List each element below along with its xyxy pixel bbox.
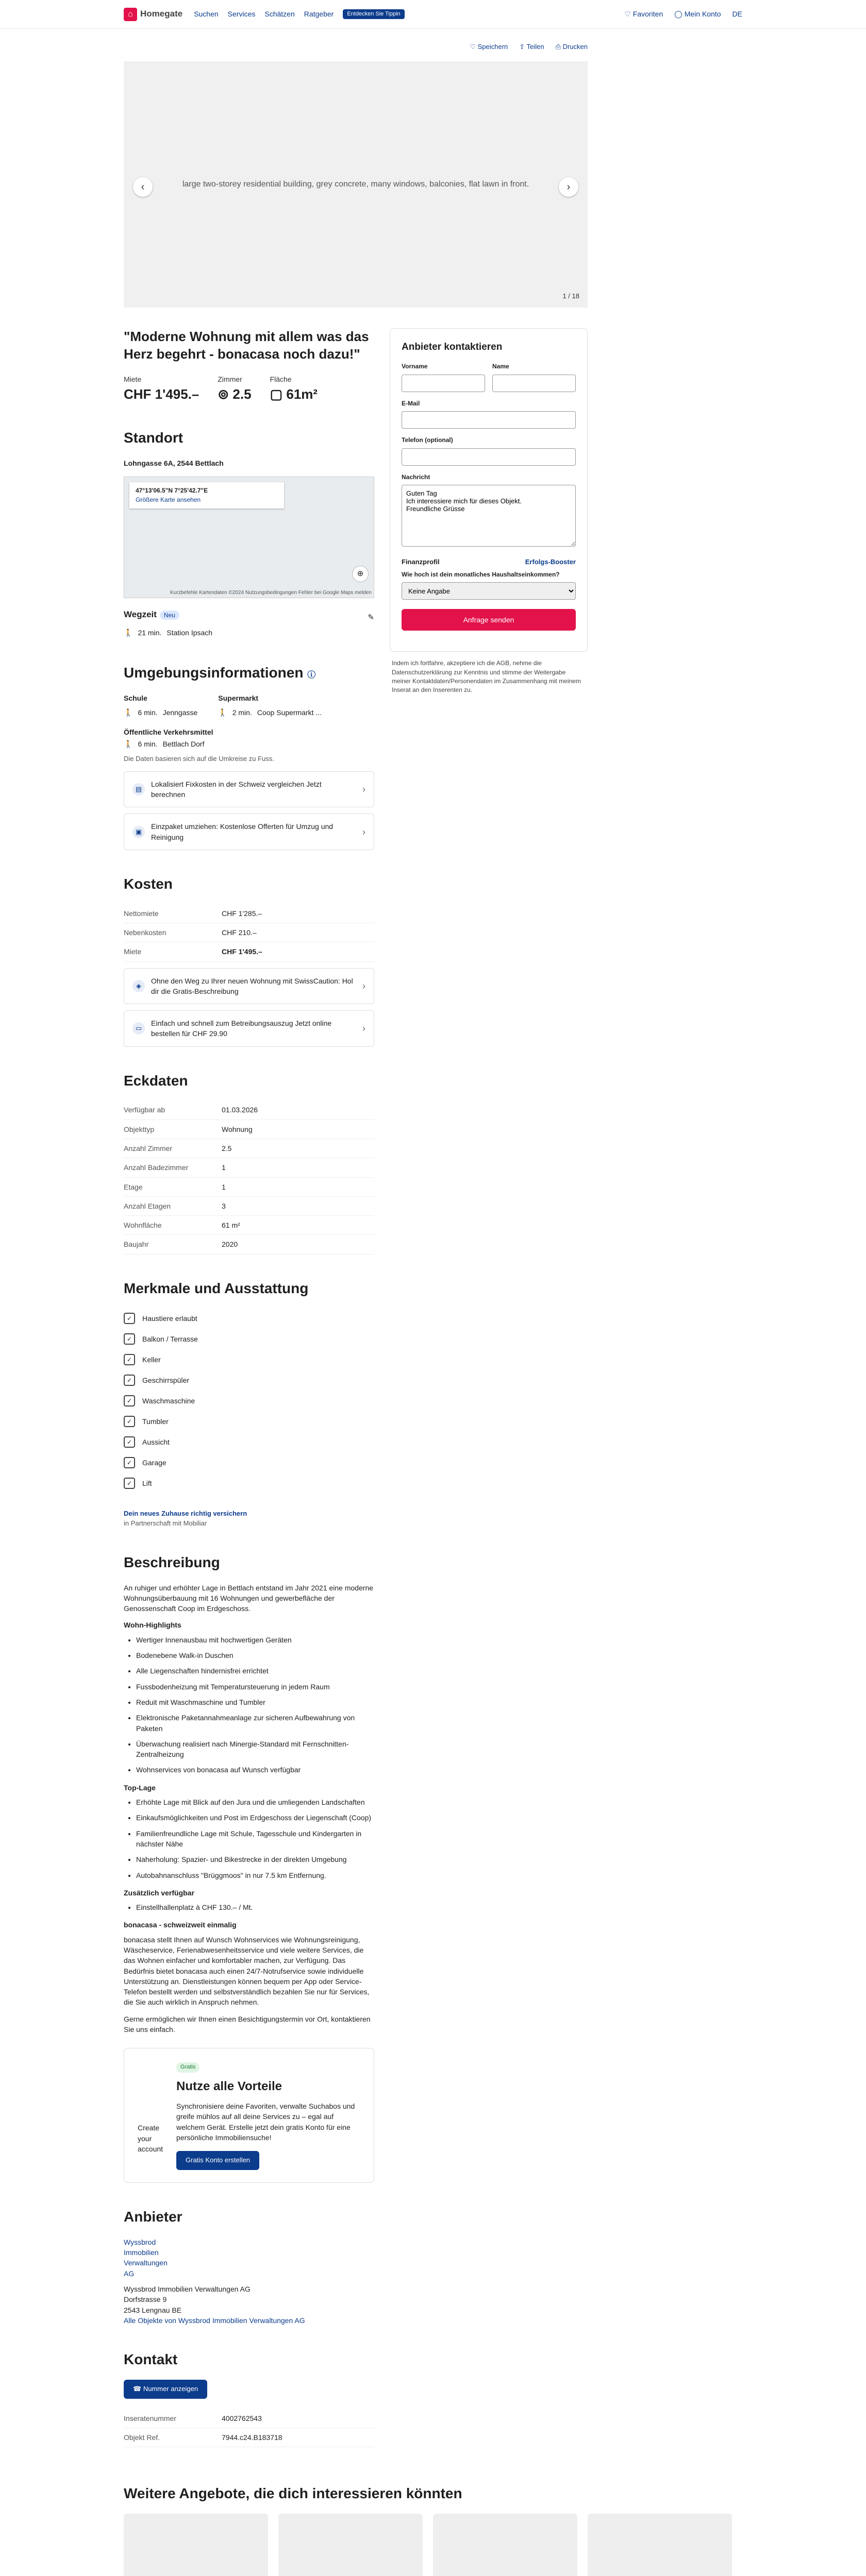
cost-row (124, 904, 374, 923)
map-enlarge-link[interactable]: Größere Karte ansehen (136, 496, 201, 503)
key-fact-label: Fläche (270, 375, 292, 384)
cost-label: Nettomiete (124, 904, 222, 923)
feature-label: Garage (142, 1459, 166, 1467)
truck-icon: ▣ (132, 826, 145, 838)
promo-banner-text: Einzpaket umziehen: Kostenlose Offerten für Umzug und Reinigung (151, 822, 334, 841)
key-fact-label: Zimmer (218, 375, 242, 384)
description-list-item: • Elektronische Paketannahmeanlage zur sicheren Aufbewahrung von Paketen (136, 1713, 374, 1734)
nav-schaetzen[interactable]: Schätzen (264, 10, 295, 19)
commute-title-text: Wegzeit (124, 609, 157, 620)
features-heading: Merkmale und Ausstattung (124, 1280, 309, 1296)
provider-city: 2543 Lengnau BE (124, 2306, 182, 2314)
transport-heading: Öffentliche Verkehrsmittel (124, 728, 213, 737)
market-time: 2 min. (232, 708, 252, 717)
detail-value: 61 m² (222, 1216, 374, 1235)
email-label: E-Mail (402, 399, 420, 407)
detail-value: Wohnung (222, 1120, 374, 1139)
commute-title (124, 608, 179, 621)
contact-value: 7944.c24.B183718 (222, 2428, 374, 2447)
detail-row (124, 1196, 374, 1215)
booster-link[interactable]: Erfolgs-Booster (525, 557, 576, 566)
cost-value: CHF 210.– (222, 923, 374, 942)
feature-label: Balkon / Terrasse (142, 1335, 198, 1344)
user-icon: ◯ (674, 10, 682, 19)
description-list-item: • Fussbodenheizung mit Temperatursteuerung in jedem Raum (136, 1682, 374, 1692)
detail-label: Verfügbar ab (124, 1100, 222, 1120)
school-heading: Schule (124, 693, 147, 702)
surroundings-heading (124, 663, 374, 684)
similar-listings (124, 2514, 742, 2576)
garage-icon: ✓ (124, 1457, 135, 1468)
gallery-image-description: large two-storey residential building, grey concrete, many windows, balconies, flat lawn in front. (182, 180, 529, 189)
walk-icon: 🚶 (124, 708, 133, 717)
cost-value: CHF 1'495.– (222, 942, 374, 961)
rooms-value: 2.5 (232, 386, 252, 402)
provider-all-listings-link[interactable]: Alle Objekte von Wyssbrod Immobilien Verwaltungen AG (124, 2316, 305, 2325)
area-icon: ▢ (270, 386, 283, 402)
chevron-right-icon: › (362, 826, 365, 837)
email-input[interactable] (402, 411, 576, 429)
favorites-link[interactable] (624, 9, 663, 19)
costs-table (124, 904, 374, 962)
share-button[interactable] (519, 42, 544, 52)
logo-text: Homegate (140, 9, 183, 19)
cost-row (124, 923, 374, 942)
school-time: 6 min. (138, 708, 158, 717)
chevron-right-icon: › (362, 980, 365, 991)
commute-row (124, 626, 374, 639)
last-name-field (492, 362, 576, 392)
description-list-item: • Autobahnanschluss "Brüggmoos" in nur 7.5 km Entfernung. (136, 1870, 374, 1880)
transport-time: 6 min. (138, 739, 158, 748)
feature-item (124, 1308, 374, 1329)
provider-name: Wyssbrod Immobilien Verwaltungen AG (124, 2284, 251, 2293)
detail-value: 1 (222, 1177, 374, 1196)
account-link[interactable] (674, 9, 721, 19)
save-button[interactable] (470, 42, 508, 52)
message-field (402, 473, 576, 550)
heart-icon: ♡ (470, 43, 476, 50)
balcony-icon: ✓ (124, 1333, 135, 1345)
feature-item (124, 1349, 374, 1370)
key-fact-rent (124, 374, 199, 404)
key-fact-area (270, 374, 318, 404)
detail-value: 3 (222, 1196, 374, 1215)
description-list (124, 1902, 374, 1912)
promo-banner[interactable] (124, 771, 374, 808)
features-list (124, 1308, 374, 1494)
detail-row (124, 1235, 374, 1254)
description-list-item: • Einstellhallenplatz à CHF 130.– / Mt. (136, 1902, 374, 1912)
first-name-field (402, 362, 485, 392)
brand-area (124, 8, 405, 21)
edit-icon[interactable]: ✎ (368, 613, 374, 622)
contact-form-title: Anbieter kontaktieren (402, 341, 503, 352)
similar-listing-image (588, 2514, 732, 2576)
detail-row (124, 1139, 374, 1158)
feature-item (124, 1473, 374, 1494)
info-icon[interactable]: ⓘ (307, 671, 316, 680)
promo-banner-text: Einfach und schnell zum Betreibungsauszug Jetzt online bestellen für CHF 29.90 (151, 1019, 332, 1038)
insurance-link[interactable]: Dein neues Zuhause richtig versichern (124, 1510, 247, 1518)
account-area (624, 9, 742, 19)
washing-machine-icon: ✓ (124, 1395, 135, 1406)
description-list-item: • Alle Liegenschaften hindernisfrei errichtet (136, 1666, 374, 1676)
logo-icon: ⌂ (124, 8, 137, 21)
show-phone-label: Nummer anzeigen (143, 2384, 198, 2393)
rooms-icon: ⊚ (218, 386, 229, 402)
description-subheading: Zusätzlich verfügbar (124, 1888, 194, 1897)
detail-row (124, 1120, 374, 1139)
profile-header (402, 557, 576, 567)
feature-label: Lift (142, 1479, 152, 1488)
description-subheading: bonacasa - schweizweit einmalig (124, 1921, 237, 1929)
feature-label: Tumbler (142, 1417, 169, 1426)
chevron-right-icon: › (362, 1023, 365, 1034)
transport-name: Bettlach Dorf (162, 739, 205, 748)
similar-listing-image (433, 2514, 577, 2576)
provider-block (124, 2237, 374, 2326)
detail-value: 2.5 (222, 1139, 374, 1158)
phone-input[interactable] (402, 448, 576, 466)
document-icon: ▭ (132, 1022, 145, 1035)
last-name-input[interactable] (492, 375, 576, 392)
similar-listing-image (278, 2514, 423, 2576)
surroundings-note: Die Daten basieren sich auf die Umkreise zu Fuss. (124, 755, 274, 763)
market-block (218, 693, 322, 719)
detail-value: 2020 (222, 1235, 374, 1254)
map-coords: 47°13'06.5"N 7°25'42.7"E (136, 487, 208, 495)
description-list-item: • Erhöhte Lage mit Blick auf den Jura und die umliegenden Landschaften (136, 1797, 374, 1807)
detail-label: Anzahl Badezimmer (124, 1158, 222, 1177)
profile-label: Finanzprofil (402, 557, 440, 566)
listing-actions (124, 29, 588, 61)
detail-row (124, 1158, 374, 1177)
content-columns (124, 308, 588, 2447)
description-list-item: • Familienfreundliche Lage mit Schule, Tagesschule und Kindergarten in nächster Nähe (136, 1828, 374, 1850)
show-phone-button[interactable] (124, 2380, 207, 2399)
contact-value: 4002762543 (222, 2409, 374, 2428)
detail-label: Anzahl Zimmer (124, 1139, 222, 1158)
description-heading: Beschreibung (124, 1554, 220, 1570)
detail-row (124, 1177, 374, 1196)
account-promo (124, 2048, 374, 2183)
area-value: 61m² (286, 386, 318, 402)
location-heading: Standort (124, 430, 184, 446)
insurance-partner: in Partnerschaft mit Mobiliar (124, 1519, 207, 1528)
commute-header (124, 608, 374, 626)
key-fact-rooms (218, 374, 251, 404)
image-gallery[interactable] (124, 61, 588, 308)
feature-label: Haustiere erlaubt (142, 1314, 197, 1323)
similar-listing-card[interactable] (433, 2514, 577, 2576)
gallery-prev-button[interactable]: ‹ (133, 177, 153, 197)
similar-listing-image (124, 2514, 268, 2576)
language-switch[interactable]: DE (732, 10, 742, 19)
promo-banner[interactable] (124, 1010, 374, 1047)
name-fields (402, 362, 576, 399)
school-name: Jenngasse (162, 708, 198, 717)
provider-logo-link[interactable]: AG (124, 2269, 135, 2278)
market-heading: Supermarkt (218, 693, 259, 702)
new-badge: Neu (160, 611, 179, 620)
tumbler-icon: ✓ (124, 1416, 135, 1427)
free-badge: Gratis (176, 2062, 199, 2073)
chevron-right-icon: › (362, 784, 365, 795)
walk-icon: 🚶 (218, 708, 227, 717)
costs-heading: Kosten (124, 876, 173, 892)
feature-label: Keller (142, 1355, 161, 1364)
cost-value: CHF 1'285.– (222, 904, 374, 923)
feature-item (124, 1391, 374, 1411)
provider-logo-link[interactable]: Wyssbrod (124, 2238, 156, 2246)
contact-form (390, 328, 588, 652)
detail-label: Baujahr (124, 1235, 222, 1254)
account-promo-side: Create your account (138, 2124, 163, 2153)
message-input[interactable] (402, 485, 576, 547)
more-offers-section (124, 2483, 742, 2576)
detail-label: Anzahl Etagen (124, 1196, 222, 1215)
address: Lohngasse 6A, 2544 Bettlach (124, 459, 224, 468)
feature-item (124, 1370, 374, 1391)
cellar-icon: ✓ (124, 1354, 135, 1365)
lift-icon: ✓ (124, 1478, 135, 1489)
main-nav (194, 9, 405, 19)
logo[interactable] (124, 8, 182, 21)
cost-label: Miete (124, 942, 222, 961)
email-field (402, 399, 576, 429)
description-list (124, 1635, 374, 1775)
feature-label: Aussicht (142, 1438, 170, 1447)
map-info-card (129, 482, 284, 509)
cost-row (124, 942, 374, 961)
create-account-button[interactable]: Gratis Konto erstellen (176, 2151, 259, 2170)
promo-banner-text: Lokalisiert Fixkosten in der Schweiz vergleichen Jetzt berechnen (151, 779, 322, 799)
surroundings-grid (124, 693, 374, 719)
form-disclaimer: Indem ich fortfahre, akzeptiere ich die AGB, nehme die Datenschutzerklärung zur Kenntnis und stimme der Weitergabe meiner Kontaktdaten/Personendaten im Zusammenhang mit meinem Inserat an den Inserenten zu. (392, 659, 581, 694)
description-paragraph: bonacasa stellt Ihnen auf Wunsch Wohnservices wie Wohnungsreinigung, Wäscheservice, Ferienabwesenheitsservice und viele weitere Services, die das Wohnen einfacher und komfortabler machen, zur Verfügung. Das Bedürfnis bietet bonacasa auch einen 24/7-Notrufservice sowie individuelle Unterstützung an. Dienstleistungen können bequem per App oder Service-Telefon bestellt werden und selbstverständlich bezahlen Sie nur für Services, die Sie auch wirklich in Anspruch nehmen. (124, 1935, 370, 2007)
description-list-item: • Einkaufsmöglichkeiten und Post im Erdgeschoss der Liegenschaft (Coop) (136, 1812, 374, 1823)
key-fact-value (270, 385, 318, 404)
detail-value: 01.03.2026 (222, 1100, 374, 1120)
view-icon: ✓ (124, 1436, 135, 1448)
promo-banner[interactable] (124, 814, 374, 850)
dishwasher-icon: ✓ (124, 1375, 135, 1386)
account-label: Mein Konto (684, 10, 721, 19)
description (124, 1552, 374, 2035)
description-subheading: Wohn-Highlights (124, 1621, 181, 1630)
description-list-item: • Überwachung realisiert nach Minergie-Standard mit Fernschnitten-Zentralheizung (136, 1739, 374, 1760)
first-name-input[interactable] (402, 375, 485, 392)
description-list-item: • Naherholung: Spazier- und Bikestrecke in der direkten Umgebung (136, 1854, 374, 1865)
key-facts (124, 374, 374, 404)
heart-icon: ♡ (624, 10, 631, 19)
detail-row (124, 1216, 374, 1235)
account-promo-body (176, 2061, 360, 2170)
details-table (124, 1100, 374, 1254)
feature-item (124, 1411, 374, 1432)
map-locate-button[interactable]: ⊕ (352, 566, 369, 582)
print-label: Drucken (562, 43, 588, 50)
send-inquiry-button[interactable]: Anfrage senden (402, 609, 576, 631)
detail-label: Wohnfläche (124, 1216, 222, 1235)
phone-label: Telefon (optional) (402, 436, 453, 444)
last-name-label: Name (492, 363, 509, 370)
market-row (218, 706, 322, 719)
commute-time: 21 min. (138, 628, 162, 637)
commute-place: Station Ipsach (166, 628, 213, 637)
feature-item (124, 1329, 374, 1349)
phone-field (402, 436, 576, 465)
account-promo-title: Nutze alle Vorteile (176, 2079, 282, 2094)
map[interactable] (124, 477, 374, 598)
contact-label: Objekt Ref. (124, 2428, 222, 2447)
nav-services[interactable]: Services (227, 10, 256, 19)
similar-listing-card[interactable] (278, 2514, 423, 2576)
share-label: Teilen (526, 43, 544, 50)
market-name: Coop Supermarkt ... (257, 708, 322, 717)
description-paragraph: Gerne ermöglichen wir Ihnen einen Besichtigungstermin vor Ort, kontaktieren Sie uns einfach. (124, 2014, 371, 2034)
income-select[interactable] (402, 582, 576, 600)
description-list-item: • Wohnservices von bonacasa auf Wunsch verfügbar (136, 1765, 374, 1775)
gallery-next-button[interactable]: › (559, 177, 578, 197)
similar-listing-card[interactable] (124, 2514, 268, 2576)
favorites-label: Favoriten (632, 10, 663, 19)
sidebar-column (390, 328, 588, 2447)
key-fact-value (218, 385, 251, 404)
contact-heading: Kontakt (124, 2351, 178, 2368)
provider-heading: Anbieter (124, 2209, 182, 2225)
key-fact-value: CHF 1'495.– (124, 386, 199, 402)
details-heading: Eckdaten (124, 1072, 188, 1089)
detail-row (124, 1100, 374, 1120)
description-intro: An ruhiger und erhöhter Lage in Bettlach entstand im Jahr 2021 eine moderne Wohnungsüberbauung mit 16 Wohnungen und gewerbefläche der Genossenschaft Coop im Erdgeschoss. (124, 1583, 374, 1613)
save-label: Speichern (477, 43, 508, 50)
print-button[interactable] (556, 42, 588, 52)
contact-table (124, 2409, 374, 2448)
feature-label: Waschmaschine (142, 1397, 195, 1405)
description-list-item: • Bodenebene Walk-in Duschen (136, 1650, 374, 1660)
income-question: Wie hoch ist dein monatliches Haushaltseinkommen? (402, 570, 560, 578)
description-list (124, 1797, 374, 1880)
description-subheading: Top-Lage (124, 1783, 156, 1792)
calculator-icon: ▤ (132, 783, 145, 795)
main-column (124, 328, 374, 2447)
walk-icon: 🚶 (124, 739, 133, 748)
provider-logo-link[interactable]: Verwaltungen (124, 2259, 168, 2267)
key-fact-label: Miete (124, 375, 142, 384)
detail-label: Objekttyp (124, 1120, 222, 1139)
pet-icon: ✓ (124, 1313, 135, 1324)
transport-row (124, 738, 374, 750)
feature-label: Geschirrspüler (142, 1376, 190, 1385)
contact-row (124, 2409, 374, 2428)
map-footer: Kurzbefehle Kartendaten ©2024 Nutzungsbedingungen Fehler bei Google Maps melden (170, 589, 372, 596)
insurance-promo[interactable] (124, 1509, 374, 1529)
first-name-label: Vorname (402, 363, 428, 370)
provider-logo-link[interactable]: Immobilien (124, 2248, 159, 2257)
school-row (124, 706, 197, 719)
detail-value: 1 (222, 1158, 374, 1177)
nav-ratgeber[interactable]: Ratgeber (304, 10, 334, 19)
contact-label: Inseratenummer (124, 2409, 222, 2428)
listing-title: "Moderne Wohnung mit allem was das Herz begehrt - bonacasa noch dazu!" (124, 328, 369, 362)
cost-label: Nebenkosten (124, 923, 222, 942)
message-label: Nachricht (402, 473, 430, 481)
detail-label: Etage (124, 1177, 222, 1196)
description-list-item: • Wertiger Innenausbau mit hochwertigen Geräten (136, 1635, 374, 1645)
provider-street: Dorfstrasse 9 (124, 2295, 167, 2304)
promo-banner[interactable] (124, 968, 374, 1005)
print-icon: ⎙ (555, 43, 561, 50)
school-block (124, 693, 197, 719)
promo-banner-text: Ohne den Weg zu Ihrer neuen Wohnung mit SwissCaution: Hol dir die Gratis-Beschreibung (151, 976, 353, 995)
feature-item (124, 1452, 374, 1473)
gallery-counter: 1 / 18 (562, 292, 579, 300)
surroundings-title: Umgebungsinformationen (124, 665, 304, 681)
shield-icon: ◈ (132, 980, 145, 992)
feature-item (124, 1432, 374, 1452)
account-promo-text: Synchronisiere deine Favoriten, verwalte Suchabos und greife mühlos auf all deine Services zu – egal auf welchem Gerät. Erstelle jetzt dein gratis Konto für eine persönliche Immobiliensuche! (176, 2102, 355, 2142)
phone-icon: ☎ (133, 2384, 142, 2393)
top-bar (0, 0, 866, 29)
more-offers-heading: Weitere Angebote, die dich interessieren könnten (124, 2485, 462, 2502)
promo-badge[interactable]: Entdecken Sie Tippin (343, 9, 404, 19)
income-field (402, 570, 576, 600)
similar-listing-card[interactable] (588, 2514, 732, 2576)
share-icon: ⇪ (519, 43, 525, 50)
walk-icon: 🚶 (124, 628, 133, 637)
nav-suchen[interactable]: Suchen (194, 10, 219, 19)
contact-row (124, 2428, 374, 2447)
description-list-item: • Reduit mit Waschmaschine und Tumbler (136, 1697, 374, 1707)
